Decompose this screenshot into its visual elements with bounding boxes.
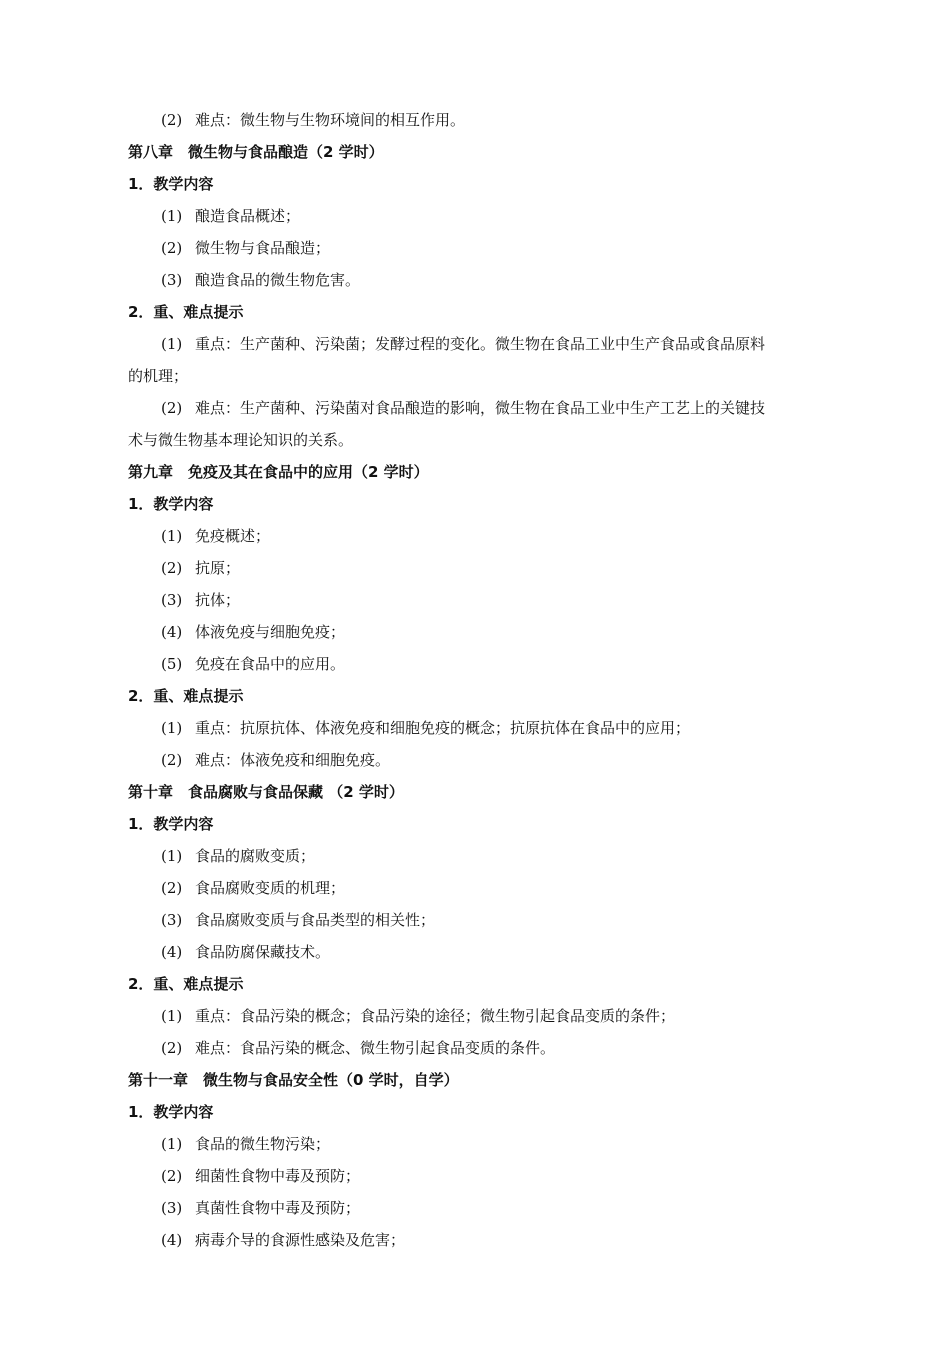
list-item: (2) 微生物与食品酿造； <box>161 239 331 257</box>
list-item-continuation: 术与微生物基本理论知识的关系。 <box>128 431 354 449</box>
chapter-heading: 第八章 微生物与食品酿造（2 学时） <box>128 143 384 161</box>
section-heading: 2．重、难点提示 <box>128 975 244 993</box>
list-item: (1) 免疫概述； <box>161 527 271 545</box>
list-item: (1) 重点：食品污染的概念；食品污染的途径；微生物引起食品变质的条件； <box>161 1007 676 1025</box>
list-item: (1) 食品的腐败变质； <box>161 847 316 865</box>
list-item: (4) 食品防腐保藏技术。 <box>161 943 331 961</box>
chapter-heading: 第十章 食品腐败与食品保藏 （2 学时） <box>128 783 404 801</box>
list-item: (1) 重点：生产菌种、污染菌；发酵过程的变化。微生物在食品工业中生产食品或食品原料 <box>161 335 766 353</box>
section-heading: 1．教学内容 <box>128 495 214 513</box>
section-heading: 2．重、难点提示 <box>128 303 244 321</box>
list-item: (5) 免疫在食品中的应用。 <box>161 655 346 673</box>
list-item: (2) 难点：微生物与生物环境间的相互作用。 <box>161 111 466 129</box>
list-item: (2) 难点：生产菌种、污染菌对食品酿造的影响，微生物在食品工业中生产工艺上的关键技 <box>161 399 766 417</box>
list-item: (3) 真菌性食物中毒及预防； <box>161 1199 361 1217</box>
section-heading: 1．教学内容 <box>128 1103 214 1121</box>
chapter-heading: 第九章 免疫及其在食品中的应用（2 学时） <box>128 463 429 481</box>
section-heading: 2．重、难点提示 <box>128 687 244 705</box>
list-item: (2) 抗原； <box>161 559 241 577</box>
list-item: (2) 难点：食品污染的概念、微生物引起食品变质的条件。 <box>161 1039 556 1057</box>
list-item: (1) 重点：抗原抗体、体液免疫和细胞免疫的概念；抗原抗体在食品中的应用； <box>161 719 691 737</box>
list-item: (4) 病毒介导的食源性感染及危害； <box>161 1231 406 1249</box>
list-item: (3) 酿造食品的微生物危害。 <box>161 271 361 289</box>
list-item: (3) 抗体； <box>161 591 241 609</box>
section-heading: 1．教学内容 <box>128 175 214 193</box>
chapter-heading: 第十一章 微生物与食品安全性（0 学时，自学） <box>128 1071 459 1089</box>
list-item: (1) 食品的微生物污染； <box>161 1135 331 1153</box>
list-item: (3) 食品腐败变质与食品类型的相关性； <box>161 911 436 929</box>
list-item: (2) 细菌性食物中毒及预防； <box>161 1167 361 1185</box>
section-heading: 1．教学内容 <box>128 815 214 833</box>
list-item-continuation: 的机理； <box>128 367 189 385</box>
list-item: (1) 酿造食品概述； <box>161 207 301 225</box>
list-item: (2) 难点：体液免疫和细胞免疫。 <box>161 751 391 769</box>
list-item: (4) 体液免疫与细胞免疫； <box>161 623 346 641</box>
list-item: (2) 食品腐败变质的机理； <box>161 879 346 897</box>
